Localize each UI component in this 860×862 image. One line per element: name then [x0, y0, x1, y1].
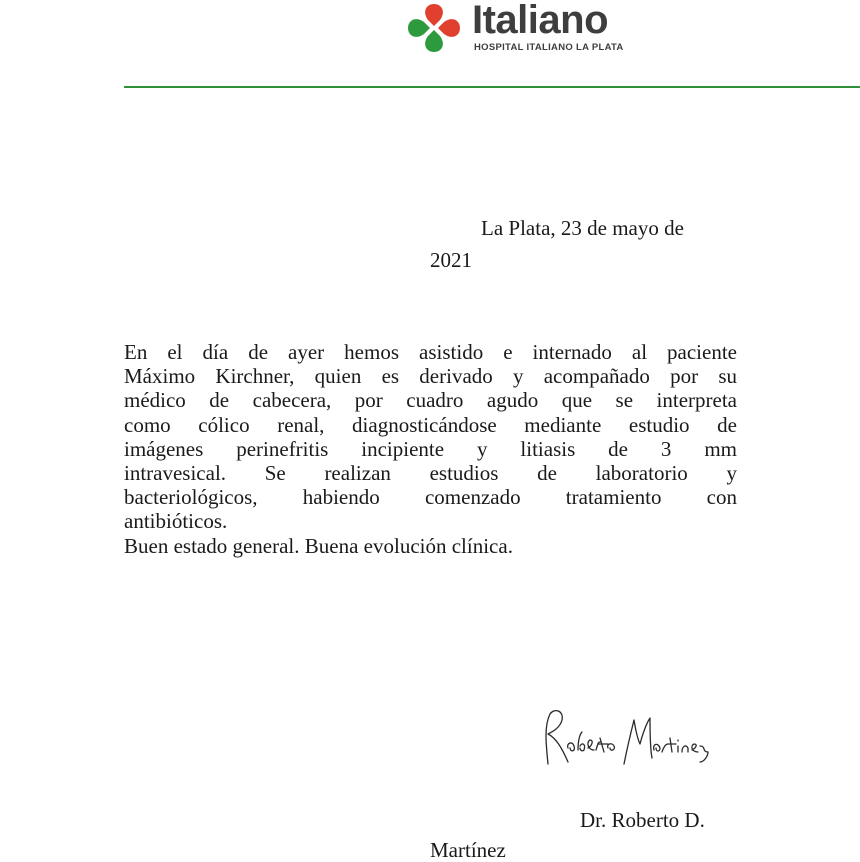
handwritten-signature	[538, 704, 718, 784]
hospital-cross-icon	[404, 0, 464, 56]
body-line: intravesical. Se realizan estudios de laboratorio y	[124, 461, 737, 486]
body-line: antibióticos.	[124, 509, 228, 534]
logo-name: Italiano	[472, 0, 609, 42]
body-line: Máximo Kirchner, quien es derivado y acompañado por su	[124, 364, 737, 389]
date-line-1: La Plata, 23 de mayo de	[481, 216, 684, 240]
signer-name-line-2: Martínez	[430, 838, 506, 862]
body-line: médico de cabecera, por cuadro agudo que se interpreta	[124, 388, 737, 413]
body-line: como cólico renal, diagnosticándose mediante estudio de	[124, 412, 737, 437]
letter-body	[124, 340, 737, 558]
closing-line: Buen estado general. Buena evolución clínica.	[124, 533, 513, 558]
body-line: imágenes perinefritis incipiente y litiasis de 3 mm	[124, 436, 737, 461]
body-line: En el día de ayer hemos asistido e internado al paciente	[124, 340, 737, 364]
hospital-logo	[404, 0, 644, 58]
signer-name-line-1: Dr. Roberto D.	[580, 808, 705, 832]
date-line-2: 2021	[430, 248, 472, 272]
body-line: bacteriológicos, habiendo comenzado tratamiento con	[124, 485, 737, 510]
header-divider	[124, 86, 860, 88]
logo-subtitle: HOSPITAL ITALIANO LA PLATA	[474, 42, 624, 53]
